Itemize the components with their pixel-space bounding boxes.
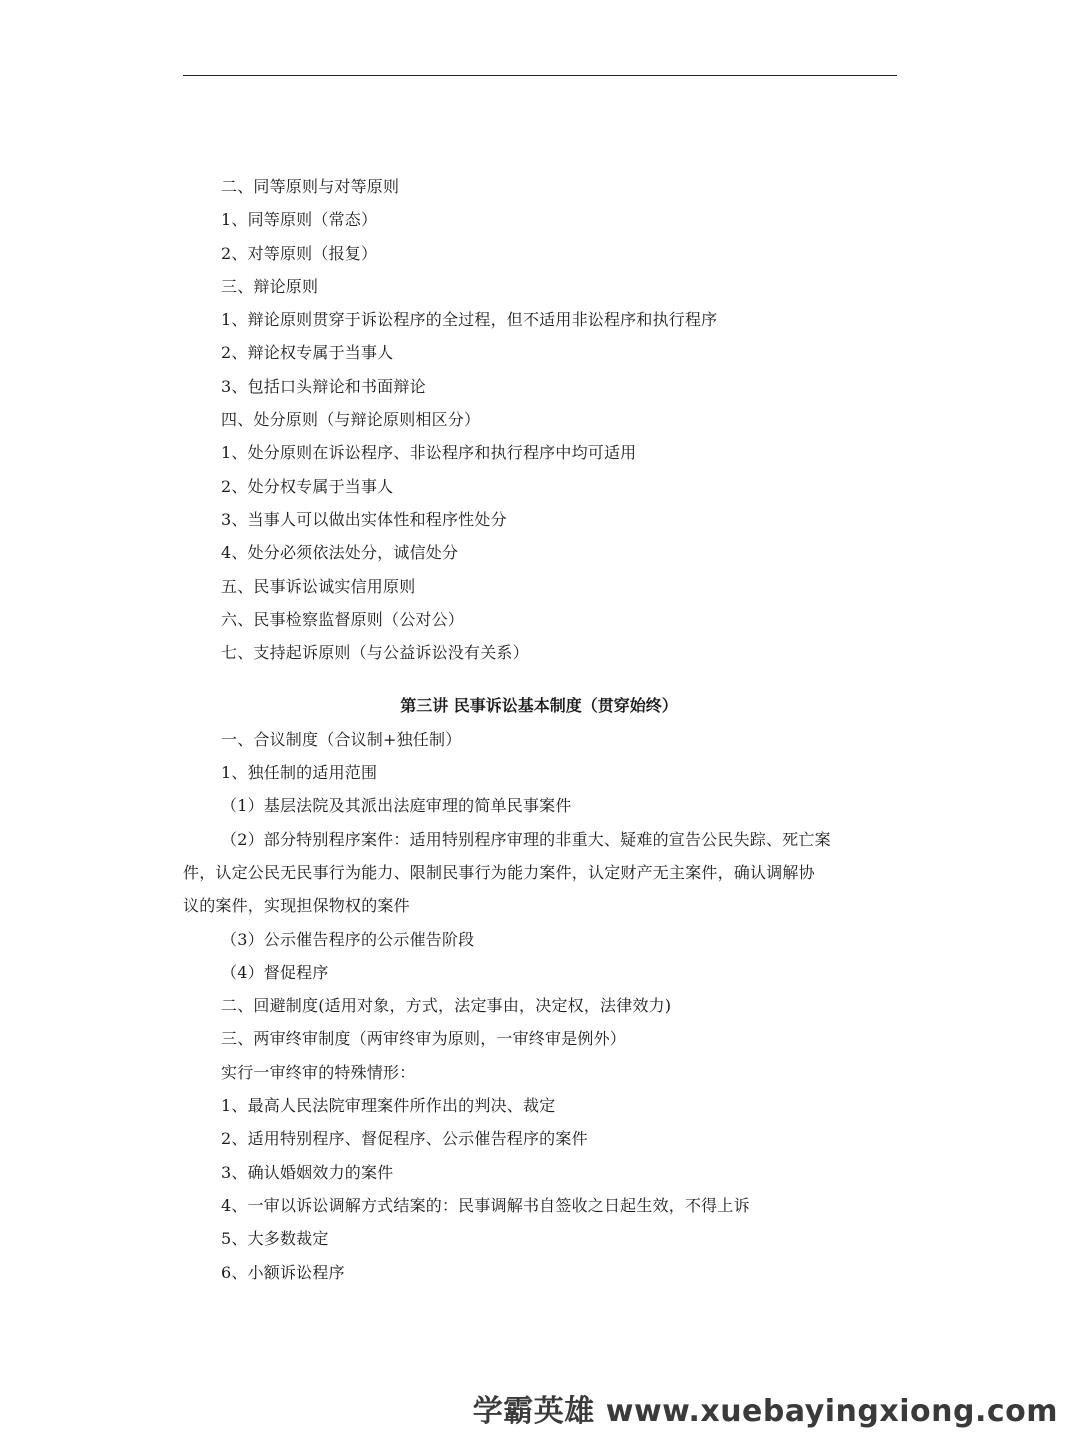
heading-recusal-system: 二、回避制度(适用对象，方式，法定事由，决定权，法律效力) [221,996,672,1016]
list-item: 3、当事人可以做出实体性和程序性处分 [221,509,507,529]
heading-good-faith-principle: 五、民事诉讼诚实信用原则 [221,576,416,596]
heading-collegial-system: 一、合议制度（合议制+独任制） [221,729,462,749]
list-item: 1、处分原则在诉讼程序、非讼程序和执行程序中均可适用 [221,443,637,463]
section-principles [221,170,897,669]
heading-support-prosecution: 七、支持起诉原则（与公益诉讼没有关系） [221,643,529,663]
list-item: （1）基层法院及其派出法庭审理的简单民事案件 [221,796,572,816]
list-item: 1、最高人民法院审理案件所作出的判决、裁定 [221,1096,556,1116]
list-item: 3、包括口头辩论和书面辩论 [221,376,426,396]
subheading-single-instance-cases: 实行一审终审的特殊情形： [221,1062,416,1082]
paragraph-special-procedure [183,823,897,923]
list-item: 1、辩论原则贯穿于诉讼程序的全过程，但不适用非讼程序和执行程序 [221,310,718,330]
heading-procuratorial-supervision: 六、民事检察监督原则（公对公） [221,609,465,629]
heading-disposition-principle: 四、处分原则（与辩论原则相区分） [221,410,481,430]
list-item: 2、辩论权专属于当事人 [221,343,394,363]
site-watermark: 学霸英雄 www.xuebayingxiong.com [472,1394,1058,1429]
list-item: 3、确认婚姻效力的案件 [221,1162,394,1182]
heading-two-instance-system: 三、两审终审制度（两审终审为原则，一审终审是例外） [221,1029,627,1049]
paragraph-line: 件，认定公民无民事行为能力、限制民事行为能力案件，认定财产无主案件，确认调解协 [183,862,815,882]
list-item: 5、大多数裁定 [221,1229,329,1249]
paragraph-line: 议的案件，实现担保物权的案件 [183,896,410,916]
lecture-title: 第三讲 民事诉讼基本制度（贯穿始终） [400,696,678,716]
list-item: 4、处分必须依法处分，诚信处分 [221,543,459,563]
list-item: 4、一审以诉讼调解方式结案的：民事调解书自签收之日起生效，不得上诉 [221,1195,750,1215]
list-item: 2、对等原则（报复） [221,243,378,263]
list-item: 2、处分权专属于当事人 [221,476,394,496]
heading-equality-principle: 二、同等原则与对等原则 [221,177,400,196]
document-body [183,170,897,1289]
section-basic-systems [183,723,897,1289]
list-item: 2、适用特别程序、督促程序、公示催告程序的案件 [221,1129,588,1149]
list-item: 1、同等原则（常态） [221,210,378,230]
list-item: 1、独任制的适用范围 [221,763,378,783]
heading-debate-principle: 三、辩论原则 [221,276,319,296]
list-item: （3）公示催告程序的公示催告阶段 [221,929,475,949]
header-rule [183,75,897,76]
list-item: 6、小额诉讼程序 [221,1262,345,1282]
paragraph-line: （2）部分特别程序案件：适用特别程序审理的非重大、疑难的宣告公民失踪、死亡案 [221,829,831,849]
list-item: （4）督促程序 [221,962,329,982]
section-gap [221,669,897,689]
